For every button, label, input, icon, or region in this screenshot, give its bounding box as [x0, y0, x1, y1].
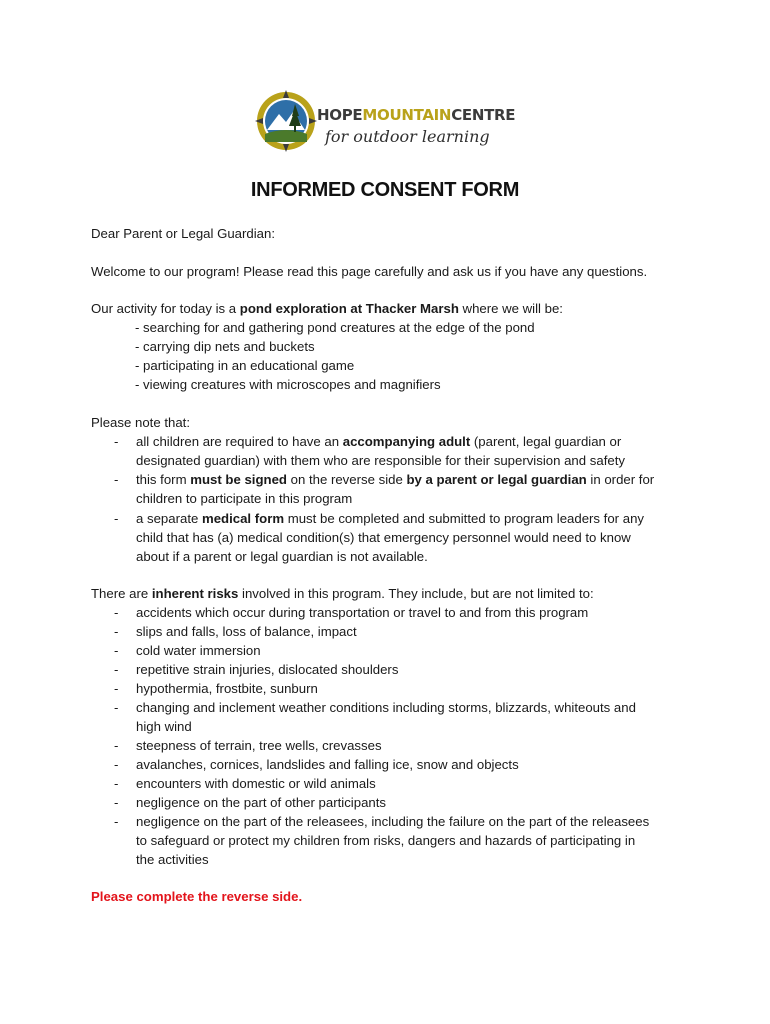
- risk-item: accidents which occur during transportation or travel to and from this program: [136, 605, 589, 620]
- risk-item: negligence on the part of the releasees, including the failure on the part of the releasees: [136, 814, 650, 829]
- note-item-text: this form: [136, 472, 191, 487]
- activity-intro: [91, 299, 563, 318]
- logo-word-hope: HOPE: [317, 106, 363, 124]
- bullet-dash: -: [114, 472, 119, 487]
- risk-item: steepness of terrain, tree wells, crevasses: [136, 738, 382, 753]
- risk-item: repetitive strain injuries, dislocated shoulders: [136, 662, 399, 677]
- bullet-dash: -: [114, 700, 119, 715]
- bullet-dash: -: [114, 681, 119, 696]
- bullet-dash: -: [114, 776, 119, 791]
- activity-intro-post: where we will be:: [458, 301, 563, 316]
- note-item-medical-line2: child that has (a) medical condition(s) that emergency personnel would need to know: [136, 530, 631, 545]
- risks-intro-pre: There are: [91, 586, 152, 601]
- risks-intro-post: involved in this program. They include, but are not limited to:: [238, 586, 594, 601]
- note-item-signed-line2: children to participate in this program: [136, 491, 353, 506]
- page-title: INFORMED CONSENT FORM: [250, 179, 520, 201]
- note-item-text: (parent, legal guardian or: [470, 434, 622, 449]
- greeting: Dear Parent or Legal Guardian:: [91, 226, 276, 241]
- bullet-dash: -: [114, 624, 119, 639]
- note-item-medical-line3: about if a parent or legal guardian is not available.: [136, 549, 428, 564]
- activity-intro-pre: Our activity for today is a: [91, 301, 240, 316]
- note-item-text: must be completed and submitted to program leaders for any: [284, 511, 644, 526]
- activity-item: - carrying dip nets and buckets: [135, 339, 315, 354]
- risk-item: slips and falls, loss of balance, impact: [136, 624, 357, 639]
- logo: [255, 90, 520, 160]
- bullet-dash: -: [114, 795, 119, 810]
- note-item-adult: [136, 432, 696, 451]
- note-item-text: a separate: [136, 511, 202, 526]
- bullet-dash: -: [114, 605, 119, 620]
- note-item-text: all children are required to have an: [136, 434, 343, 449]
- risk-item-continued: to safeguard or protect my children from risks, dangers and hazards of participating in: [136, 833, 636, 848]
- risk-item: encounters with domestic or wild animals: [136, 776, 376, 791]
- logo-tagline: for outdoor learning: [325, 127, 490, 146]
- note-item-text: on the reverse side: [286, 472, 407, 487]
- bullet-dash: -: [114, 511, 119, 526]
- activity-item: - searching for and gathering pond creatures at the edge of the pond: [135, 320, 535, 335]
- risk-item: negligence on the part of other participants: [136, 795, 386, 810]
- welcome-text: Welcome to our program! Please read this page carefully and ask us if you have any questions.: [91, 264, 648, 279]
- reverse-side-notice: Please complete the reverse side.: [91, 889, 303, 904]
- activity-item: - viewing creatures with microscopes and magnifiers: [135, 377, 441, 392]
- risk-item: hypothermia, frostbite, sunburn: [136, 681, 318, 696]
- logo-wordmark: [317, 106, 515, 125]
- bullet-dash: -: [114, 434, 119, 449]
- risk-item: cold water immersion: [136, 643, 261, 658]
- logo-word-centre: CENTRE: [451, 106, 516, 124]
- activity-location: pond exploration at Thacker Marsh: [239, 301, 459, 316]
- note-item-bold: medical form: [201, 511, 285, 526]
- note-heading: Please note that:: [91, 415, 190, 430]
- note-item-bold: accompanying adult: [342, 434, 471, 449]
- risk-item-continued: high wind: [136, 719, 192, 734]
- risk-item: changing and inclement weather conditions including storms, blizzards, whiteouts and: [136, 700, 636, 715]
- bullet-dash: -: [114, 662, 119, 677]
- compass-emblem-icon: [255, 90, 317, 152]
- risk-item-continued: the activities: [136, 852, 209, 867]
- bullet-dash: -: [114, 643, 119, 658]
- risks-intro-bold: inherent risks: [151, 586, 239, 601]
- note-item-text: in order for: [586, 472, 655, 487]
- logo-word-mountain: MOUNTAIN: [362, 106, 452, 124]
- risk-item: avalanches, cornices, landslides and falling ice, snow and objects: [136, 757, 519, 772]
- note-item-adult-line2: designated guardian) with them who are responsible for their supervision and safety: [136, 453, 625, 468]
- risks-intro: [91, 584, 594, 603]
- note-item-signed: [136, 470, 696, 489]
- activity-item: - participating in an educational game: [135, 358, 355, 373]
- note-item-bold: by a parent or legal guardian: [406, 472, 587, 487]
- note-item-bold: must be signed: [190, 472, 287, 487]
- note-item-medical: [136, 509, 696, 528]
- bullet-dash: -: [114, 738, 119, 753]
- bullet-dash: -: [114, 757, 119, 772]
- bullet-dash: -: [114, 814, 119, 829]
